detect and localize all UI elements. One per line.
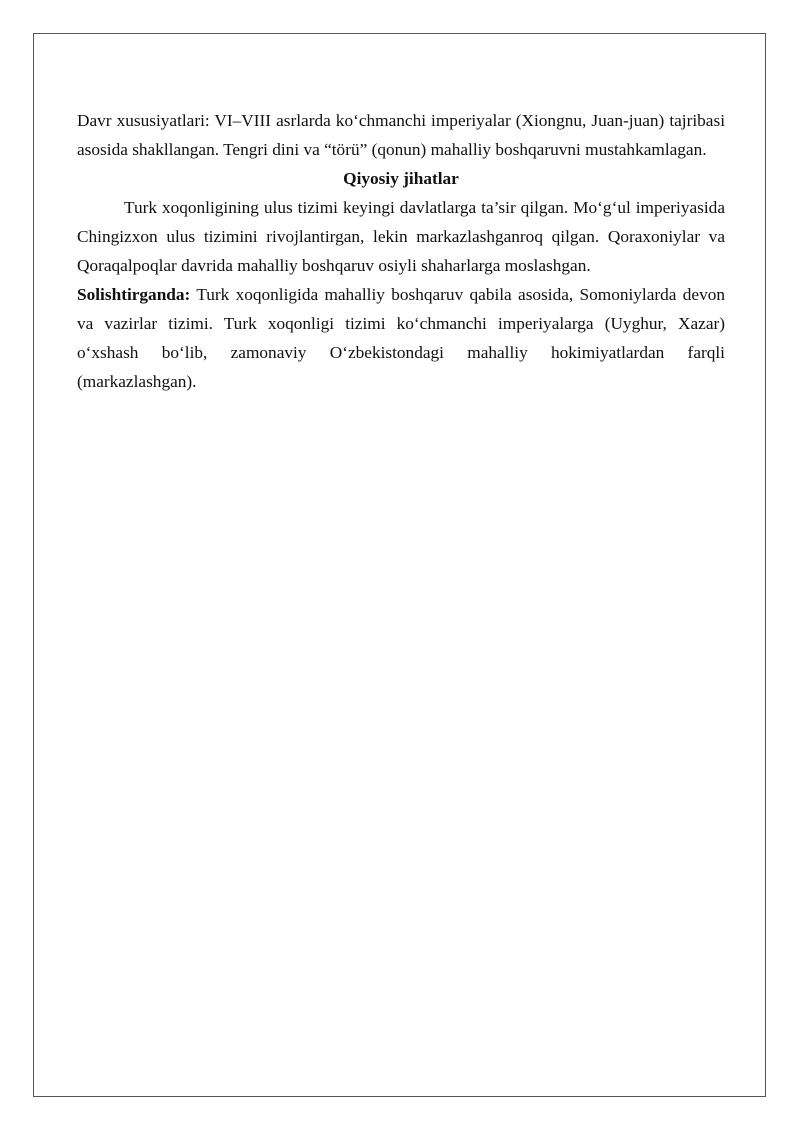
paragraph-comparative-aspects: Turk xoqonligining ulus tizimi keyingi davlatlarga ta’sir qilgan. Mo‘g‘ul imperiyasida Chingizxon ulus tizimini rivojlantirgan, lekin markazlashganroq qilgan. Qoraxoniylar va Qoraqalpoqlar davrida mahalliy boshqaruv osiyli shaharlarga moslashgan. bbox=[77, 198, 725, 275]
paragraph-comparison bbox=[77, 280, 725, 396]
section-heading: Qiyosiy jihatlar bbox=[343, 169, 459, 188]
paragraph-period-features: Davr xususiyatlari: VI–VIII asrlarda ko‘chmanchi imperiyalar (Xiongnu, Juan-juan) tajribasi asosida shakllangan. Tengri dini va “törü” (qonun) mahalliy boshqaruvni mustahkamlagan. bbox=[77, 111, 725, 159]
comparison-text: Turk xoqonligida mahalliy boshqaruv qabila asosida, Somoniylarda devon va vazirlar tizimi. Turk xoqonligi tizimi ko‘chmanchi imperiyalarga (Uyghur, Xazar) o‘xshash bo‘lib, zamonaviy O‘zbekistondagi mahalliy hokimiyatlardan farqli (markazlashgan). bbox=[77, 285, 725, 391]
document-body bbox=[77, 106, 725, 396]
comparison-label: Solishtirganda: bbox=[77, 285, 191, 304]
